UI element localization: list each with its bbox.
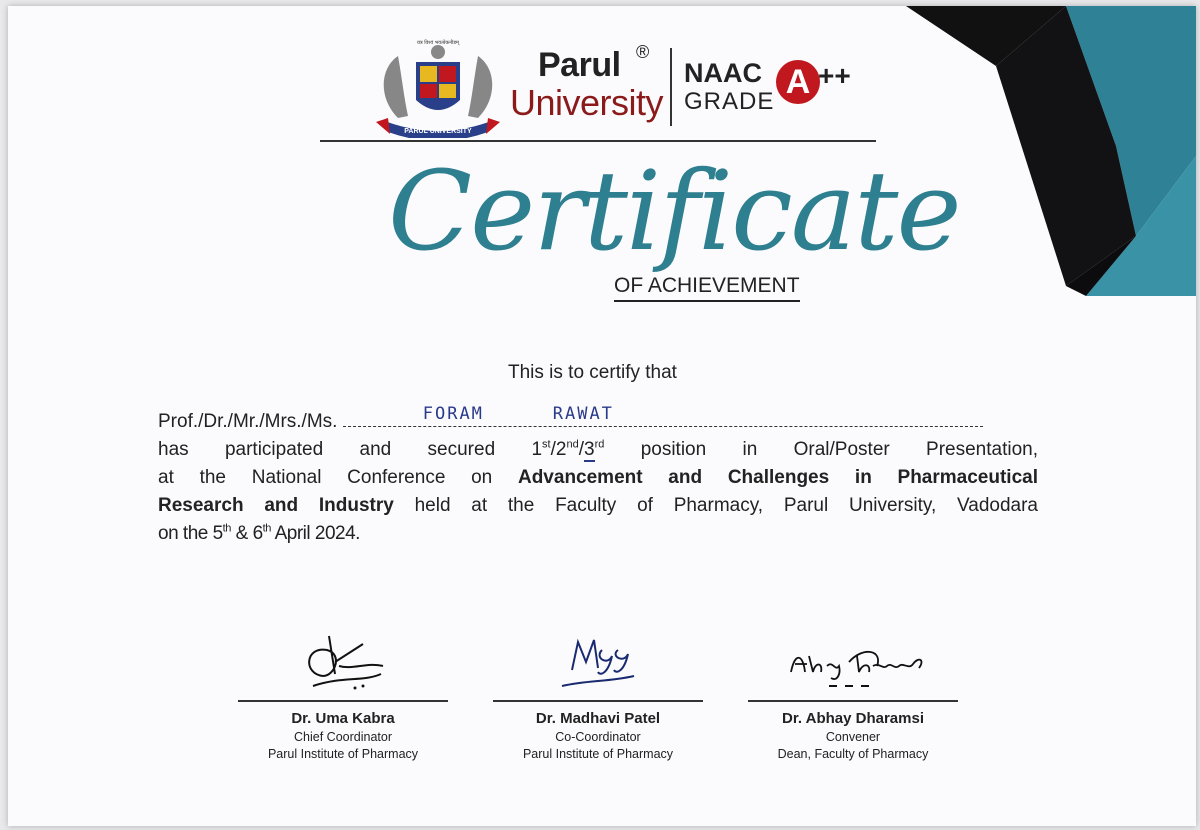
date-text-b: & 6 (230, 523, 263, 544)
ordinal-rd: rd (594, 438, 605, 451)
conference-title-1: Advancement and Challenges in Pharmaceutical (517, 467, 1038, 488)
signatory-role-1a: Chief Coordinator (294, 730, 392, 744)
signature-block-3 (748, 626, 958, 761)
signature-block-2 (493, 626, 703, 761)
ordinal-th-1: th (222, 522, 231, 535)
signatory-role-1b: Parul Institute of Pharmacy (267, 747, 419, 761)
header-rule (320, 140, 876, 142)
signature-block-1 (238, 626, 448, 761)
signature-line-2 (493, 700, 703, 702)
participant-name-blank (343, 406, 983, 427)
brand-university: University (510, 82, 664, 123)
conference-line (158, 464, 1038, 492)
university-crest-icon (368, 38, 508, 138)
signature-madhavi-patel-icon (538, 626, 658, 696)
header-logo-row (368, 38, 868, 138)
certificate-title: Certificate (388, 147, 960, 275)
certify-intro: This is to certify that (508, 362, 677, 383)
signature-uma-kabra-icon (283, 626, 403, 696)
grade-label: GRADE (684, 88, 775, 115)
signatory-role-3a: Convener (825, 730, 881, 744)
certificate-paper (8, 6, 1196, 826)
conference-text-a: at the National Conference on (158, 467, 518, 488)
signatures-section (238, 626, 958, 786)
participant-line (158, 406, 1038, 436)
venue-line (158, 492, 1038, 520)
naac-label: NAAC (684, 58, 762, 88)
ordinal-nd: nd (566, 438, 579, 451)
date-text-a: on the 5 (158, 523, 223, 544)
crest-motto-text: यत्र विश्वं भवत्येकनीडम् (416, 40, 460, 46)
brand-parul: Parul (538, 46, 621, 84)
signatory-role-2a: Co-Coordinator (555, 730, 641, 744)
brand-registered-mark: ® (636, 42, 650, 62)
position-3-marked: 3 (584, 439, 595, 460)
ordinal-th-2: th (262, 522, 271, 535)
ordinal-st: st (542, 438, 551, 451)
conference-title-2: Research and Industry (158, 495, 394, 516)
signature-line-1 (238, 700, 448, 702)
participant-last-name: RAWAT (552, 404, 614, 424)
position-sep-1: /2 (550, 439, 567, 460)
crest-banner-text: PARUL UNIVERSITY (404, 128, 472, 135)
certificate-body (158, 406, 1038, 548)
signatory-name-3: Dr. Abhay Dharamsi (782, 710, 924, 727)
salutation: Prof./Dr./Mr./Mrs./Ms. (158, 411, 338, 432)
signatory-role-2b: Parul Institute of Pharmacy (522, 747, 674, 761)
position-text-a: has participated and secured 1 (158, 439, 543, 460)
signatory-role-3b: Dean, Faculty of Pharmacy (777, 747, 929, 761)
signature-line-3 (748, 700, 958, 702)
signatory-name-2: Dr. Madhavi Patel (535, 710, 661, 727)
participant-first-name: FORAM (422, 404, 484, 424)
position-line (158, 436, 1038, 464)
date-text-c: April 2024. (270, 523, 360, 544)
brand-divider (670, 48, 672, 126)
position-sep-2: / (578, 439, 584, 460)
date-line (158, 520, 1038, 548)
grade-a-badge: A (776, 60, 820, 104)
venue-text: held at the Faculty of Pharmacy, Parul University, Vadodara (393, 495, 1039, 516)
signature-abhay-dharamsi-icon (773, 626, 933, 696)
position-text-b: position in Oral/Poster Presentation, (604, 439, 1038, 460)
signatory-name-1: Dr. Uma Kabra (291, 710, 395, 727)
grade-plus: ++ (818, 60, 851, 91)
certificate-subtitle: OF ACHIEVEMENT (614, 274, 800, 302)
